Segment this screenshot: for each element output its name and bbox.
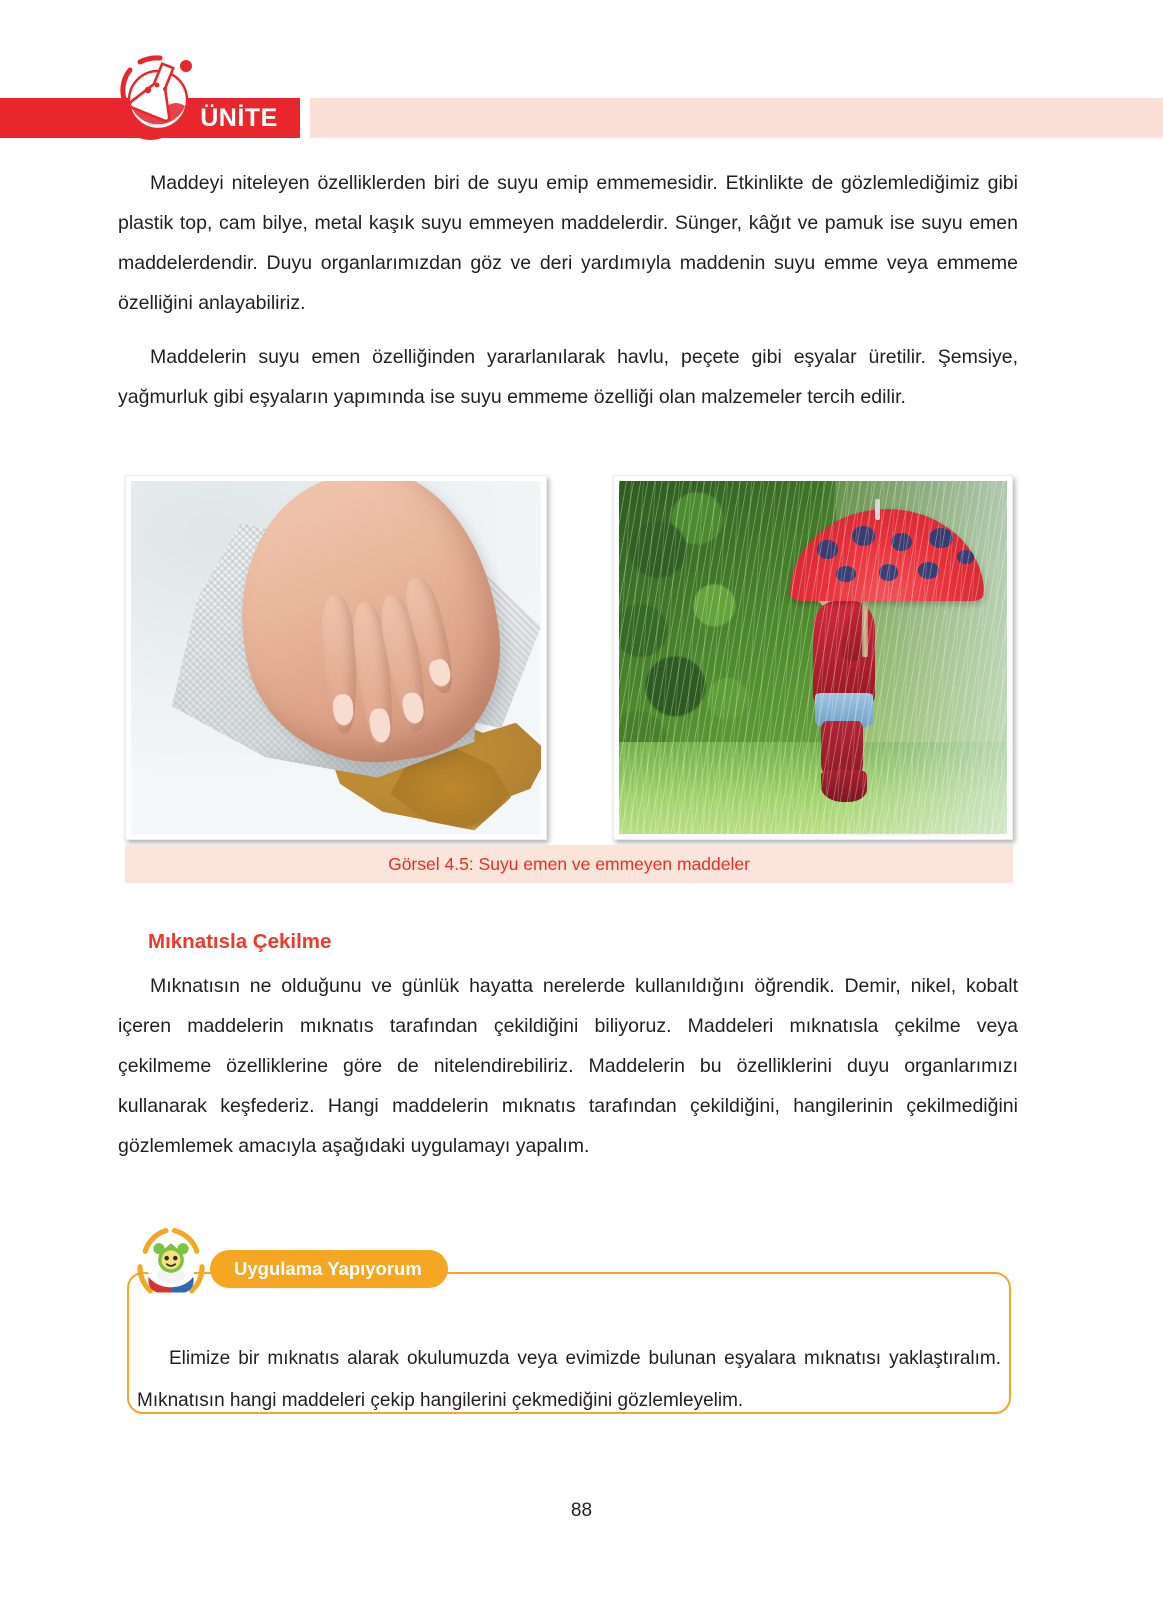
figure-caption-bar [125,845,1013,883]
mascot-icon [128,1222,214,1308]
unit-number: 4. [143,90,167,121]
photo-girl-umbrella-rain [613,475,1013,840]
photo-paper-towel-spill [125,475,547,840]
unit-label: ÜNİTE [180,98,298,138]
paragraph-2: Maddelerin suyu emen özelliğinden yararlanılarak havlu, peçete gibi eşyalar üretilir. Şemsiye, yağmurluk gibi eşyaların yapımında ise suyu emmeme özelliği olan malzemeler tercih edilir. [118,346,1018,408]
unit-bar-right [310,98,1163,138]
page-number: 88 [570,1500,593,1521]
section-paragraph: Mıknatısın ne olduğunu ve günlük hayatta nerelerde kullanıldığını öğrendik. Demir, nikel, kobalt içeren maddelerin mıknatıs tarafından çekildiğini biliyoruz. Maddeleri mıknatısla çekilme veya çekilmeme özelliklerine göre de nitelendirebiliriz. Maddelerin bu özelliklerini duyu organlarımızı kullanarak keşfederiz. Hangi maddelerin mıknatıs tarafından çekildiğini, hangilerinin çekilmediğini gözlemlemek amacıyla aşağıdaki uygulamayı yapalım. [118,975,1018,1157]
activity-badge-label: Uygulama Yapıyorum [234,1258,422,1279]
intro-text-block [118,163,1018,431]
activity-badge [210,1250,448,1288]
paragraph-1: Maddeyi niteleyen özelliklerden biri de suyu emip emmemesidir. Etkinlikte de gözlemlediğimiz gibi plastik top, cam bilye, metal kaşık suyu emmeyen maddelerdir. Sünger, kâğıt ve pamuk ise suyu emen maddelerdendir. Duyu organlarımızdan göz ve deri yardımıyla maddenin suyu emme veya emmeme özelliğini anlayabiliriz. [118,172,1018,314]
activity-text-block [137,1338,1001,1422]
section-text-block [118,966,1018,1180]
figure-caption: Görsel 4.5: Suyu emen ve emmeyen maddeler [388,853,750,874]
page-header [0,0,1163,150]
figure-images [125,475,1013,840]
flask-icon [108,44,208,144]
activity-paragraph: Elimize bir mıknatıs alarak okulumuzda veya evimizde bulunan eşyalara mıknatısı yaklaştıralım. Mıknatısın hangi maddeleri çekip hangilerini çekmediğini gözlemleyelim. [137,1348,1001,1411]
section-heading: Mıknatısla Çekilme [148,930,332,953]
